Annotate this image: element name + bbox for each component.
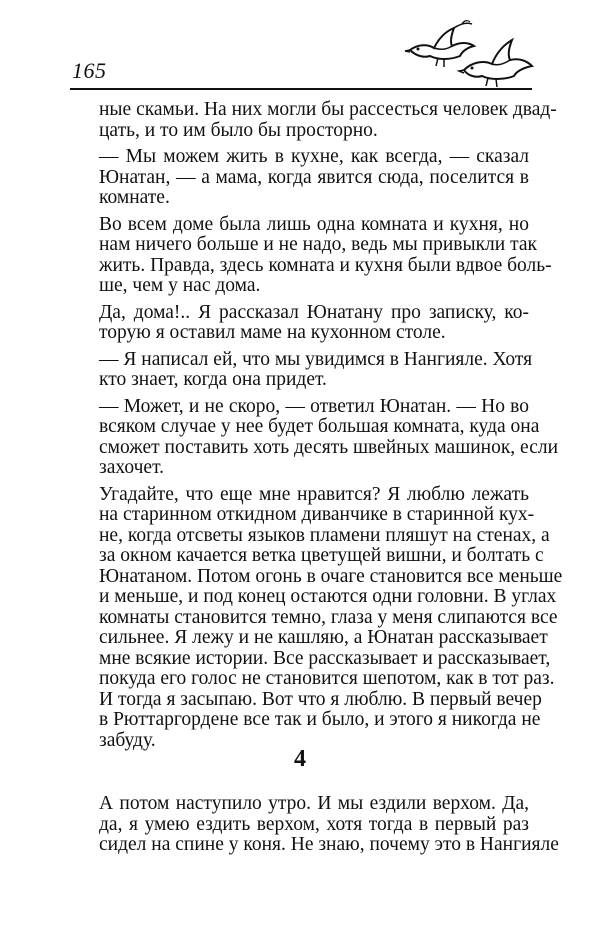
chapter-body-text (99, 793, 559, 856)
text-line: цать, и то им было бы просторно. (99, 119, 378, 141)
text-line: торую я оставил маме на кухонном столе. (99, 322, 446, 343)
body-text (99, 99, 563, 751)
text-line: сидел на спине у коня. Не знаю, почему это в Нангияле (99, 834, 559, 855)
text-line: захочет. (99, 457, 165, 478)
text-line: — Я написал ей, что мы увидимся в Нангияле. Хотя (99, 348, 533, 370)
text-line: покуда его голос не становится шепотом, как в тот раз. (99, 668, 555, 689)
text-line: и меньше, и под конец остаются одни головни. В углах (99, 586, 557, 607)
text-line: забуду. (99, 729, 156, 751)
text-line: в Рюттаргордене все так и было, и этого я никогда не (99, 709, 541, 730)
text-line: — Может, и не скоро, — ответил Юнатан. — Но во (99, 395, 529, 417)
text-line: — Мы можем жить в кухне, как всегда, — сказал (99, 146, 529, 167)
text-line: Юнатаном. Потом огонь в очаге становится все меньше (99, 565, 563, 587)
text-line: Угадайте, что еще мне нравится? Я люблю лежать (99, 483, 529, 505)
text-line: комнате. (99, 187, 170, 208)
text-line: сможет поставить хоть десять швейных машинок, если (99, 436, 559, 458)
text-line: жить. Правда, здесь комната и кухня были вдвое боль- (99, 254, 552, 276)
page-number: 165 (72, 58, 107, 83)
text-line: нам ничего больше и не надо, ведь мы привыкли так (99, 234, 537, 255)
text-line: ше, чем у нас дома. (99, 275, 261, 296)
text-line: сильнее. Я лежу и не кашляю, а Юнатан рассказывает (99, 627, 548, 648)
text-line: Во всем доме была лишь одна комната и кухня, но (99, 213, 529, 235)
text-line: за окном качается ветка цветущей вишни, и болтать с (99, 545, 544, 566)
text-line: Да, дома!.. Я рассказал Юнатану про записку, ко- (99, 301, 529, 323)
doves-ornament-icon (404, 18, 534, 90)
text-line: кто знает, когда она придет. (99, 369, 327, 390)
text-line: не, когда отсветы языков пламени пляшут на стенах, а (99, 524, 550, 546)
text-line: ные скамьи. На них могли бы рассесться человек двад- (99, 99, 557, 120)
chapter-number: 4 (294, 746, 306, 772)
text-line: А потом наступило утро. И мы ездили верхом. Да, (99, 793, 529, 814)
text-line: мне всякие истории. Все рассказывает и рассказывает, (99, 647, 551, 669)
text-line: да, я умею ездить верхом, хотя тогда в первый раз (99, 813, 529, 835)
text-line: Юнатан, — а мама, когда явится сюда, поселится в (99, 166, 529, 188)
text-line: комнаты становится темно, глаза у меня слипаются все (99, 606, 558, 628)
page-header (0, 0, 600, 100)
text-line: на старинном откидном диванчике в старинной кух- (99, 504, 535, 525)
text-line: всяком случае у нее будет большая комната, куда она (99, 416, 540, 437)
text-line: И тогда я засыпаю. Вот что я люблю. В первый вечер (99, 688, 542, 710)
